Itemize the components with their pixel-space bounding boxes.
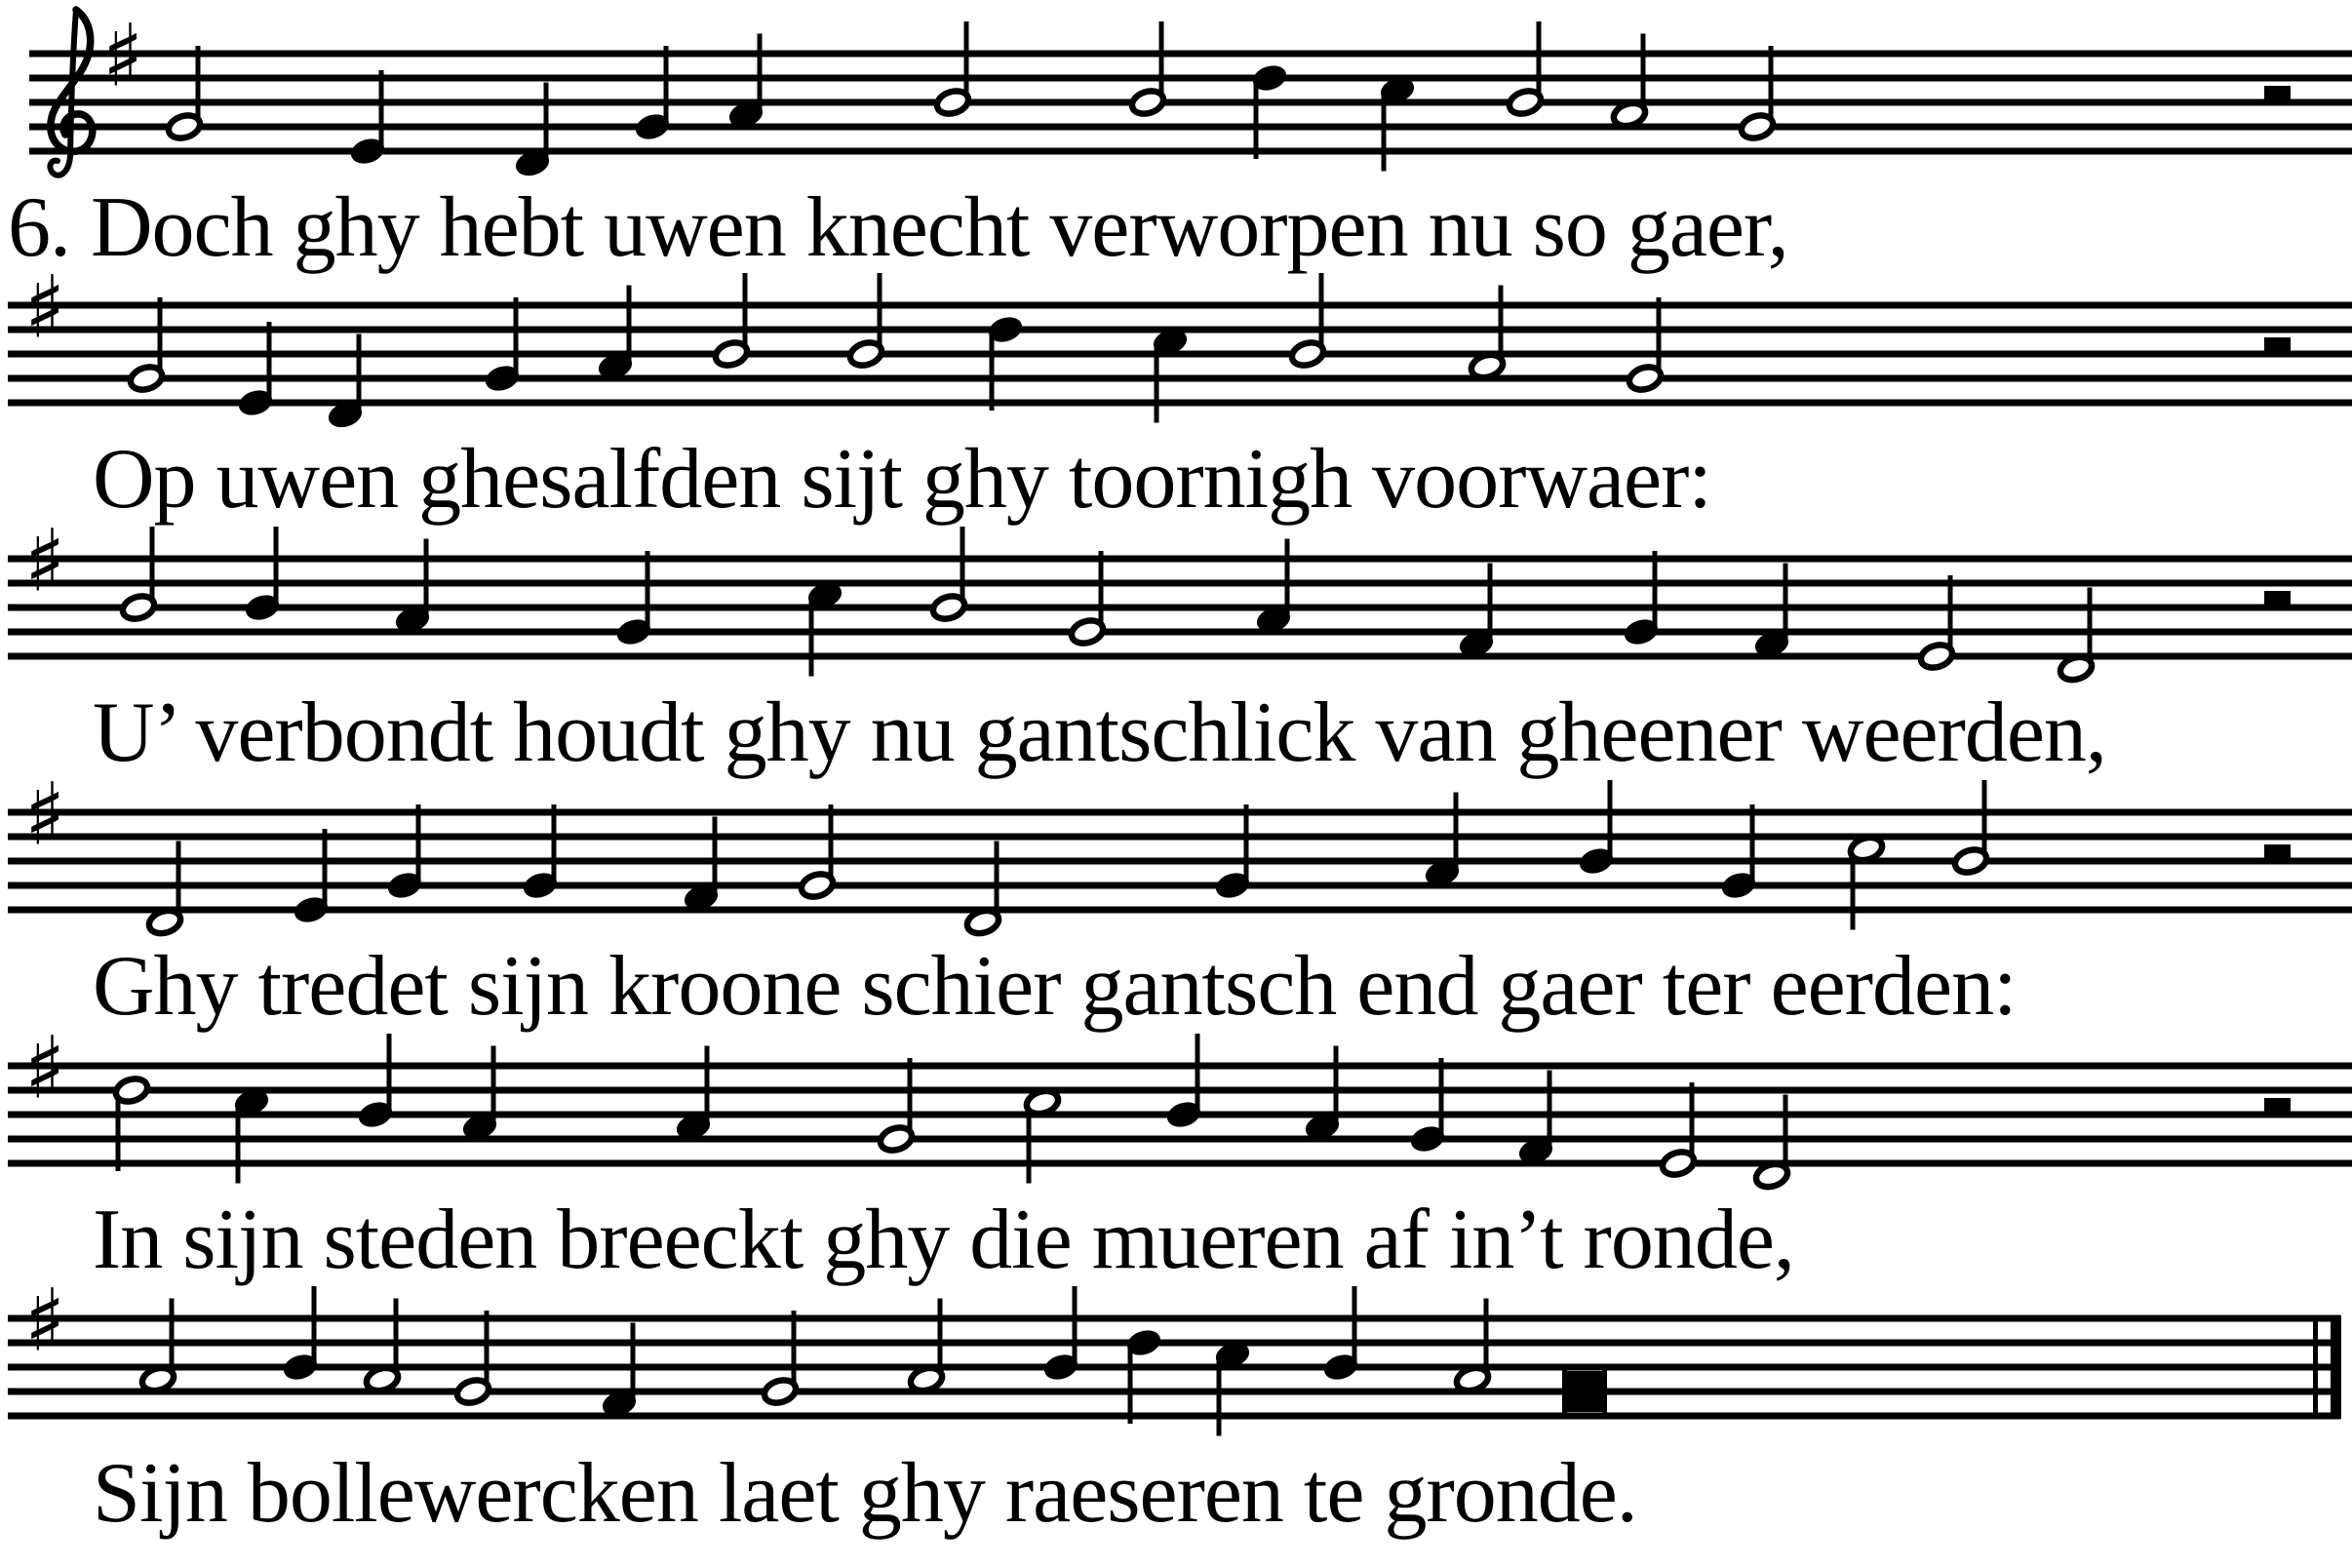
lyric-line-5: In sijn steden breeckt ghy die mueren af in’t ronde,	[93, 1193, 1794, 1287]
key-signature-sharp-icon: ♯	[23, 510, 66, 611]
note-b4-open	[847, 273, 884, 370]
notehead-open	[166, 111, 203, 141]
note-a4-filled	[675, 1046, 712, 1143]
final-breve-note	[1562, 1367, 1607, 1416]
note-g4-open	[1069, 551, 1106, 647]
note-a4-open	[139, 1299, 176, 1395]
note-d4-filled	[327, 334, 364, 431]
note-d5-filled	[1251, 62, 1288, 159]
notehead-open	[1918, 641, 1955, 671]
key-signature-sharp-icon: ♯	[23, 764, 66, 865]
note-d4-open	[1753, 1095, 1790, 1192]
note-f4-filled	[683, 817, 720, 914]
note-a4-filled	[597, 286, 634, 382]
note-b4-open	[1507, 21, 1544, 118]
lyric-line-3: U’ verbondt houdt ghy nu gantschlick van gheener weerden,	[93, 686, 2106, 780]
note-e4-open	[1660, 1082, 1697, 1179]
lyric-line-4: Ghy tredet sijn kroone schier gantsch end gaer ter eerden:	[93, 939, 2017, 1034]
final-barline-thin	[2313, 1315, 2318, 1419]
note-b4-open	[120, 527, 157, 623]
note-d4-open	[964, 842, 1001, 938]
notehead-open	[1129, 87, 1166, 117]
lyric-line-2: Op uwen ghesalfden sijt ghy toornigh voorwaer:	[93, 432, 1711, 527]
note-b4-open	[1952, 780, 1989, 877]
whole-rest-icon	[2264, 844, 2291, 860]
notehead-open	[1739, 111, 1776, 141]
whole-rest-icon	[2264, 1098, 2291, 1114]
note-a4-open	[908, 1299, 945, 1395]
note-c5-filled	[1152, 327, 1189, 423]
note-d5-open	[113, 1075, 150, 1171]
note-b4-filled	[1042, 1286, 1079, 1383]
note-f4-filled	[1517, 1071, 1554, 1167]
staff-system-1	[0, 0, 2352, 210]
note-g4-filled	[615, 551, 652, 647]
notehead-open	[1289, 338, 1326, 369]
note-g4-open	[1627, 297, 1664, 394]
whole-rest-icon	[2264, 86, 2291, 101]
note-e4-filled	[237, 322, 274, 418]
note-c5-filled	[806, 580, 843, 677]
notehead-open	[128, 363, 165, 393]
notehead-open	[930, 592, 967, 622]
note-a4-filled	[1304, 1046, 1341, 1143]
note-d4-open	[2058, 588, 2095, 685]
note-c5-open	[1848, 834, 1885, 930]
note-g4-open	[128, 297, 165, 394]
note-d4-open	[146, 842, 183, 938]
note-b4-open	[930, 527, 967, 623]
note-f4-filled	[1458, 564, 1495, 660]
notehead-open	[799, 870, 836, 900]
note-b4-filled	[282, 1286, 319, 1383]
note-c5-filled	[1214, 1340, 1251, 1436]
note-g4-filled	[1720, 804, 1757, 901]
note-a4-open	[1611, 34, 1648, 131]
note-e4-open	[1918, 575, 1955, 672]
lyric-line-1: 6. Doch ghy hebt uwen knecht verworpen nu so gaer,	[8, 180, 1788, 275]
key-signature-sharp-icon: ♯	[23, 1017, 66, 1118]
note-d5-filled	[1125, 1327, 1162, 1424]
note-a4-filled	[1255, 539, 1292, 636]
note-d4-filled	[514, 83, 551, 179]
key-signature-sharp-icon: ♯	[101, 5, 144, 106]
note-b4-filled	[1165, 1034, 1202, 1130]
notehead-open	[1952, 845, 1989, 876]
note-g4-filled	[484, 297, 521, 394]
whole-rest-icon	[2264, 337, 2291, 353]
note-b4-open	[1289, 273, 1326, 370]
note-g4-filled	[1623, 551, 1660, 647]
note-g4-filled	[634, 46, 671, 142]
note-e4-filled	[349, 70, 386, 167]
note-c5-filled	[233, 1087, 270, 1184]
note-g4-filled	[1214, 804, 1251, 901]
notehead-open	[713, 338, 750, 369]
note-g4-filled	[1409, 1058, 1446, 1155]
lyric-line-6: Sijn bollewercken laet ghy raeseren te gronde.	[93, 1446, 1637, 1541]
note-e4-filled	[293, 829, 330, 925]
key-signature-sharp-icon: ♯	[23, 256, 66, 358]
notehead-open	[1660, 1148, 1697, 1178]
key-signature-sharp-icon: ♯	[23, 1270, 66, 1371]
notehead-open	[847, 338, 884, 369]
notehead-open	[934, 87, 971, 117]
note-a4-filled	[394, 539, 431, 636]
note-c5-filled	[1379, 75, 1416, 172]
notehead-open	[1507, 87, 1544, 117]
note-b4-open	[1129, 21, 1166, 118]
note-g4-filled	[522, 804, 559, 901]
note-b4-filled	[1578, 780, 1615, 877]
note-b4-filled	[244, 527, 281, 623]
note-g4-open	[454, 1311, 491, 1407]
note-a4-open	[1469, 286, 1506, 382]
note-g4-filled	[386, 804, 423, 901]
note-g4-open	[762, 1311, 799, 1407]
note-g4-open	[799, 804, 836, 901]
note-g4-open	[878, 1058, 915, 1155]
note-a4-filled	[461, 1046, 498, 1143]
note-b4-filled	[357, 1034, 394, 1130]
note-a4-open	[1454, 1299, 1491, 1395]
whole-rest-icon	[2264, 591, 2291, 607]
note-g4-open	[166, 46, 203, 142]
note-c5-open	[1024, 1087, 1061, 1184]
notehead-open	[454, 1376, 491, 1406]
note-b4-open	[934, 21, 971, 118]
notehead-open	[1627, 363, 1664, 393]
note-f4-filled	[601, 1323, 638, 1420]
notehead-open	[1069, 616, 1106, 647]
notehead-open	[113, 1075, 150, 1105]
notehead-open	[120, 592, 157, 622]
note-f4-filled	[1753, 564, 1790, 660]
notehead-open	[878, 1123, 915, 1154]
note-d5-filled	[987, 314, 1024, 411]
note-a4-filled	[1424, 793, 1461, 889]
note-a4-filled	[727, 34, 764, 131]
note-g4-open	[1739, 46, 1776, 142]
note-b4-open	[713, 273, 750, 370]
note-b4-filled	[1322, 1286, 1359, 1383]
note-a4-open	[364, 1299, 401, 1395]
final-barline-thick	[2331, 1315, 2341, 1419]
notehead-open	[762, 1376, 799, 1406]
